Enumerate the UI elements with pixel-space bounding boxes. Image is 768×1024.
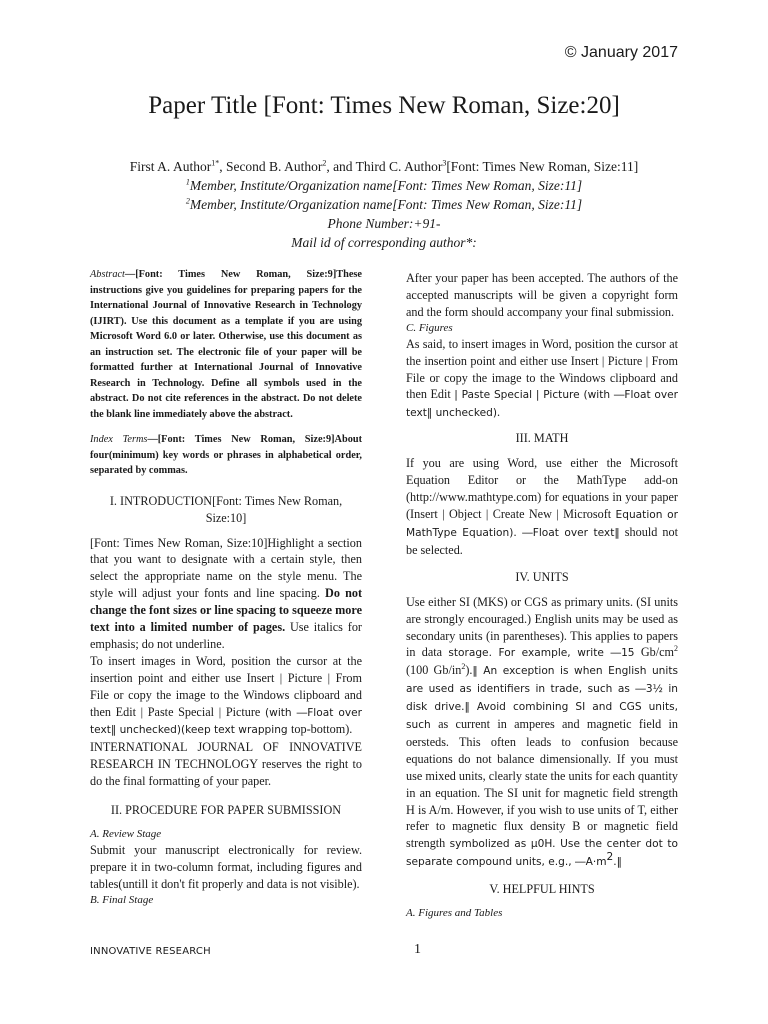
units-p-end: as current in amperes and magnetic field in oersteds. This often leads to confusion because equations do not balance dimensionally. If you must use mixed units, clearly state the units for each quantity in an equation. The SI unit for magnetic field strength H is A/m. However, if you wish to use units of T, either refer to magnetic flux density B or magnetic field strength <box>406 717 678 851</box>
intro-p1-end: Use italics for emphasis; do not underline. <box>90 620 362 651</box>
units-p-mono-3-end: .‖ <box>613 856 622 869</box>
figures-p-mono: | Paste Special | Picture (with ―Float over text‖ unchecked) <box>406 389 678 420</box>
abstract-text: —[Font: Times New Roman, Size:9]These instructions give you guidelines for preparing papers for the International Journal of Innovative Research in Technology (IJIRT). Use this document as a template if you are using Microsoft Word 6.0 or later. Otherwise, use this document as an instruction set. The electronic file of your paper will be formatted further at International Journal of Innovative Research in Technology. Define all symbols used in the abstract. Do not cite references in the abstract. Do not delete the blank line immediately above the abstract. <box>90 269 362 420</box>
affiliation-1-sup: 1 <box>185 177 190 187</box>
intro-p2-mono: (with ―Float over text‖ unchecked)(keep text wrapping <box>90 706 362 737</box>
review-stage-subheading: A. Review Stage <box>90 828 162 841</box>
intro-p2-text: To insert images in Word, position the cursor at the insertion point and either use Insert | Picture | From File or copy the image to the Windows clipboard and then Edit | Paste Special | Picture <box>90 653 362 719</box>
issue-date: © January 2017 <box>564 44 678 61</box>
math-paragraph <box>406 455 678 558</box>
units-heading: IV. UNITS <box>515 569 569 584</box>
figures-p-text: As said, to insert images in Word, position the cursor at the insertion point and either use Insert | Picture | From File or copy the image to the Windows clipboard and then Edit <box>406 336 678 402</box>
units-p-mono-2: ‖ An exception is when English units are used as identifiers in trade, such as ―3½ in disk drive.‖ Avoid combining SI and CGS units, such <box>406 665 678 732</box>
units-p-mono-3-sup: 2 <box>606 851 614 864</box>
figures-subheading: C. Figures <box>406 321 453 334</box>
affiliation-2-sup: 2 <box>185 196 190 206</box>
math-p-end: should not be selected. <box>406 524 678 557</box>
units-p-text: Use either SI (MKS) or CGS as primary units. (SI units are strongly encouraged.) English units may be used as secondary units (in parentheses). This applies to papers in data <box>406 594 678 660</box>
author-3: , and Third C. Author <box>326 159 443 174</box>
paper-title: Paper Title [Font: Times New Roman, Size:20] <box>148 92 620 119</box>
units-p-3-sup: 2 <box>461 662 466 672</box>
affiliation-2 <box>0 195 768 214</box>
abstract-label: Abstract <box>90 269 125 280</box>
figures-paragraph <box>406 336 678 423</box>
author-3-sup: 3 <box>442 158 447 168</box>
index-terms-label: Index Terms <box>90 434 148 445</box>
intro-paragraph-2 <box>90 653 362 740</box>
affiliation-2-text: Member, Institute/Organization name[Font: Times New Roman, Size:11] <box>189 197 583 212</box>
units-p-3: (100 Gb/in <box>406 663 462 678</box>
final-stage-subheading: B. Final Stage <box>90 893 154 906</box>
units-p-2: Gb/cm <box>634 645 674 660</box>
math-p-mono: Equation or MathType Equation). ―Float over text‖ <box>406 508 679 539</box>
affiliation-1-text: Member, Institute/Organization name[Font: Times New Roman, Size:11] <box>189 178 583 193</box>
index-terms <box>90 432 362 479</box>
affiliation-1 <box>0 176 768 195</box>
figures-p-end: . <box>497 405 501 420</box>
review-stage-paragraph: Submit your manuscript electronically for review. prepare it in two-column format, including figures and tables(untill it don't fit properly and data is not visible). <box>90 843 362 891</box>
procedure-heading: II. PROCEDURE FOR PAPER SUBMISSION <box>110 803 342 818</box>
index-terms-text: —[Font: Times New Roman, Size:9]About four(minimum) key words or phrases in alphabetical order, separated by commas. <box>90 434 362 476</box>
phone-number: Phone Number:+91- <box>327 216 441 231</box>
intro-paragraph-1 <box>90 535 362 653</box>
accepted-paragraph: After your paper has been accepted. The authors of the accepted manuscripts will be given a copyright form and the form should accompany your final submission. <box>406 271 678 319</box>
intro-p1-bold: Do not change the font sizes or line spacing to squeeze more text into a limited number of pages. <box>90 586 363 635</box>
abstract <box>90 267 362 422</box>
math-p-text: If you are using Word, use either the Microsoft Equation Editor or the MathType add-on (http://www.mathtype.com) for equations in your paper (Insert | Object | Create New | Microsoft <box>406 456 678 521</box>
author-1-sup: 1* <box>211 158 220 168</box>
author-1: First A. Author <box>129 159 212 174</box>
intro-p1-text: [Font: Times New Roman, Size:10]Highlight a section that you want to designate with a certain style, then select the appropriate name on the style menu. The style will adjust your fonts and line spacing. <box>90 535 362 601</box>
author-font-note: [Font: Times New Roman, Size:11] <box>446 159 639 174</box>
author-2: , Second B. Author <box>219 159 323 174</box>
units-p-4: ). <box>465 663 473 678</box>
figures-tables-subheading: A. Figures and Tables <box>406 907 503 920</box>
units-p-mono-1: storage. For example, write ―15 <box>448 647 635 660</box>
author-line <box>0 157 768 176</box>
hints-heading: V. HELPFUL HINTS <box>489 882 595 897</box>
page-number: 1 <box>414 942 421 957</box>
intro-heading: I. INTRODUCTION[Font: Times New Roman, Size:10] <box>109 493 343 525</box>
units-paragraph <box>406 594 678 872</box>
right-column <box>406 270 678 921</box>
units-p-mono-3: symbolized as µ0H. Use the center dot to separate compound units, e.g., ―A·m <box>406 838 679 869</box>
author-2-sup: 2 <box>322 158 327 168</box>
intro-paragraph-3: INTERNATIONAL JOURNAL OF INNOVATIVE RESEARCH IN TECHNOLOGY reserves the right to do the final formatting of your paper. <box>90 740 362 789</box>
units-p-2-sup: 2 <box>674 644 678 654</box>
intro-p2-end: top-bottom). <box>291 722 353 737</box>
corresponding-mail: Mail id of corresponding author*: <box>291 235 477 250</box>
math-heading: III. MATH <box>515 431 569 446</box>
left-column <box>90 267 362 908</box>
footer-journal: INNOVATIVE RESEARCH <box>90 946 211 957</box>
